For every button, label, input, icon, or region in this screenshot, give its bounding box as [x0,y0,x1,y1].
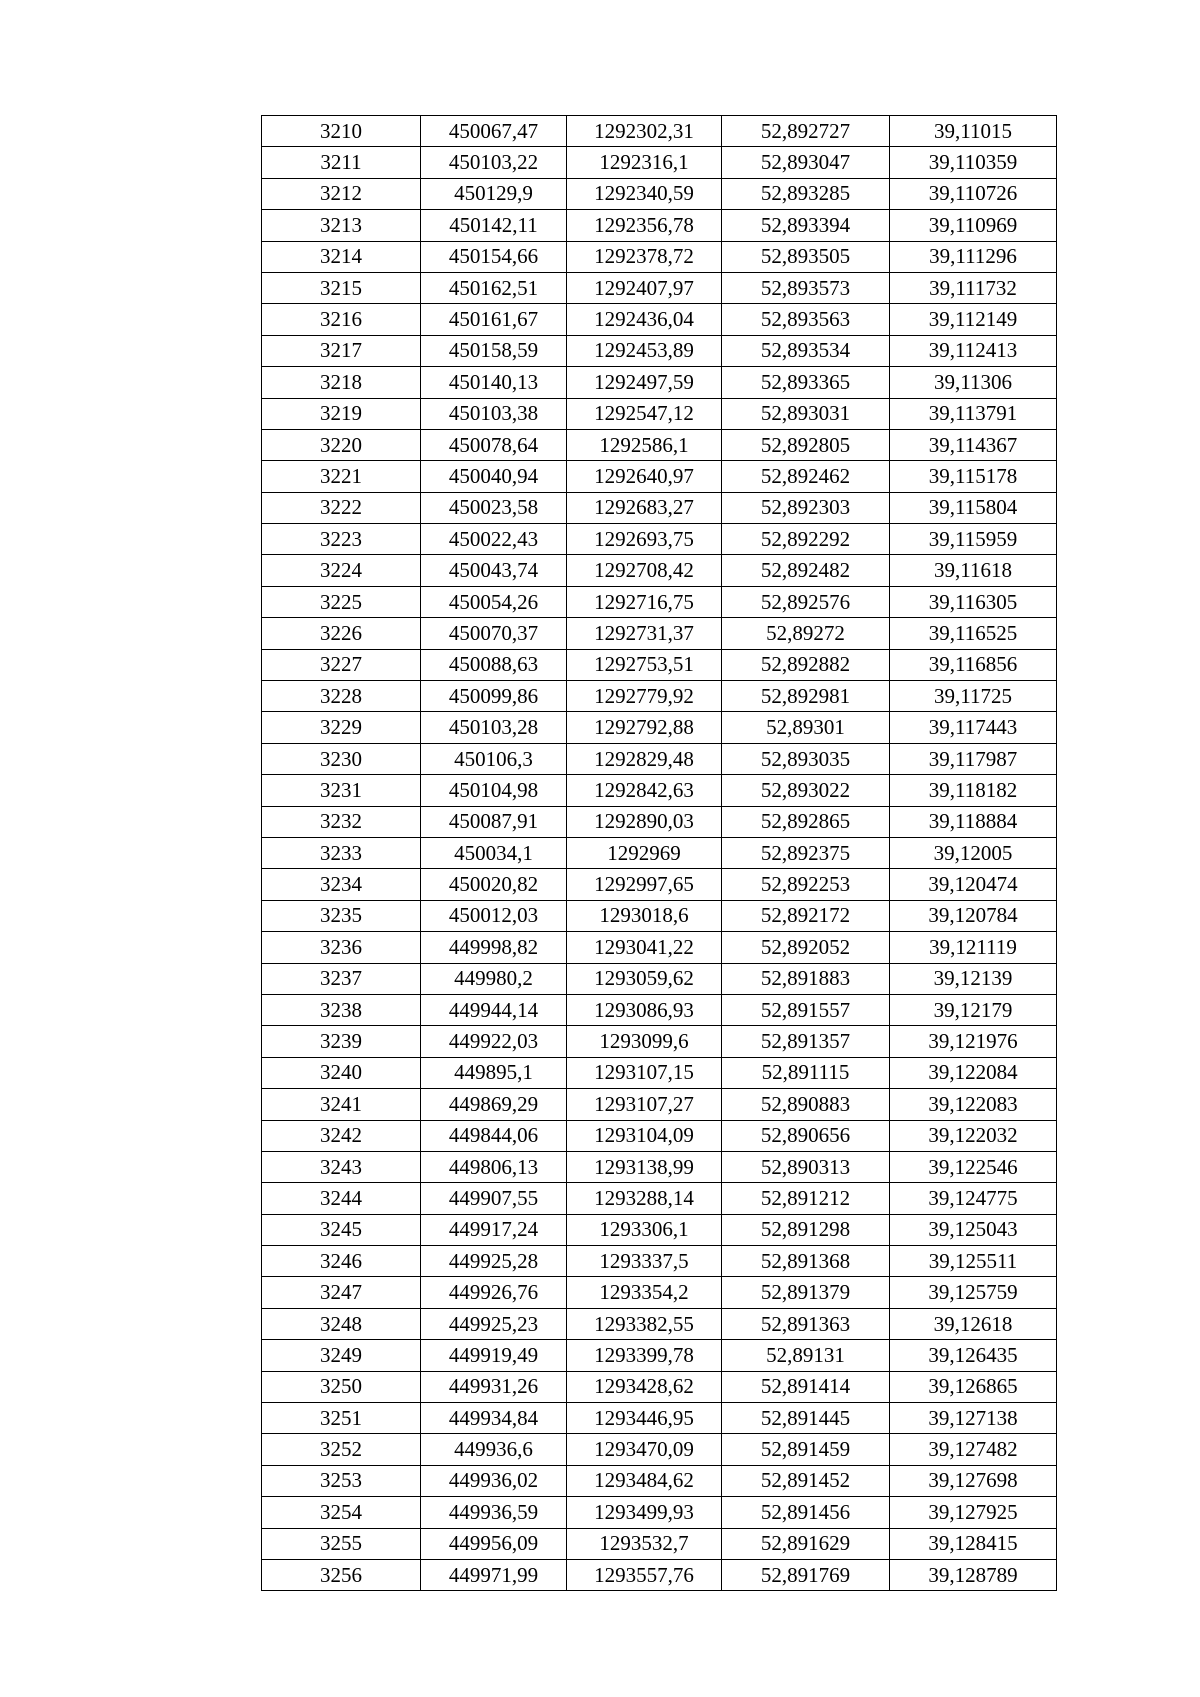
table-row [262,1308,1057,1339]
y-coordinate-cell: 1292497,59 [567,367,722,398]
latitude-cell: 52,891368 [722,1246,890,1277]
table-row [262,932,1057,963]
latitude-cell: 52,893022 [722,775,890,806]
x-coordinate-cell: 450070,37 [421,618,567,649]
point-number-cell: 3225 [262,586,421,617]
point-number-cell: 3232 [262,806,421,837]
x-coordinate-cell: 449806,13 [421,1151,567,1182]
table-row [262,775,1057,806]
x-coordinate-cell: 450104,98 [421,775,567,806]
latitude-cell: 52,893031 [722,398,890,429]
table-row [262,492,1057,523]
y-coordinate-cell: 1292997,65 [567,869,722,900]
latitude-cell: 52,893563 [722,304,890,335]
longitude-cell: 39,118884 [890,806,1057,837]
latitude-cell: 52,890313 [722,1151,890,1182]
table-row [262,429,1057,460]
point-number-cell: 3246 [262,1246,421,1277]
latitude-cell: 52,892303 [722,492,890,523]
y-coordinate-cell: 1292340,59 [567,178,722,209]
longitude-cell: 39,116856 [890,649,1057,680]
y-coordinate-cell: 1292842,63 [567,775,722,806]
latitude-cell: 52,892052 [722,932,890,963]
table-row [262,806,1057,837]
x-coordinate-cell: 449925,28 [421,1246,567,1277]
x-coordinate-cell: 450103,28 [421,712,567,743]
table-row [262,618,1057,649]
table-row [262,1497,1057,1528]
table-row [262,272,1057,303]
y-coordinate-cell: 1292586,1 [567,429,722,460]
x-coordinate-cell: 449956,09 [421,1528,567,1559]
x-coordinate-cell: 450158,59 [421,335,567,366]
x-coordinate-cell: 449907,55 [421,1183,567,1214]
latitude-cell: 52,891456 [722,1497,890,1528]
y-coordinate-cell: 1293557,76 [567,1559,722,1590]
latitude-cell: 52,891629 [722,1528,890,1559]
table-row [262,1528,1057,1559]
x-coordinate-cell: 449971,99 [421,1559,567,1590]
latitude-cell: 52,892253 [722,869,890,900]
table-row [262,335,1057,366]
latitude-cell: 52,892865 [722,806,890,837]
x-coordinate-cell: 450022,43 [421,524,567,555]
latitude-cell: 52,891212 [722,1183,890,1214]
table-row [262,241,1057,272]
point-number-cell: 3227 [262,649,421,680]
x-coordinate-cell: 449917,24 [421,1214,567,1245]
point-number-cell: 3218 [262,367,421,398]
longitude-cell: 39,126865 [890,1371,1057,1402]
x-coordinate-cell: 450040,94 [421,461,567,492]
point-number-cell: 3250 [262,1371,421,1402]
longitude-cell: 39,118182 [890,775,1057,806]
point-number-cell: 3243 [262,1151,421,1182]
longitude-cell: 39,122083 [890,1089,1057,1120]
longitude-cell: 39,122032 [890,1120,1057,1151]
longitude-cell: 39,110969 [890,210,1057,241]
table-row [262,1277,1057,1308]
x-coordinate-cell: 450140,13 [421,367,567,398]
point-number-cell: 3240 [262,1057,421,1088]
latitude-cell: 52,890656 [722,1120,890,1151]
longitude-cell: 39,128415 [890,1528,1057,1559]
longitude-cell: 39,122546 [890,1151,1057,1182]
latitude-cell: 52,892172 [722,900,890,931]
point-number-cell: 3239 [262,1026,421,1057]
x-coordinate-cell: 449931,26 [421,1371,567,1402]
point-number-cell: 3233 [262,837,421,868]
x-coordinate-cell: 450023,58 [421,492,567,523]
point-number-cell: 3211 [262,147,421,178]
point-number-cell: 3226 [262,618,421,649]
x-coordinate-cell: 450142,11 [421,210,567,241]
longitude-cell: 39,11015 [890,116,1057,147]
point-number-cell: 3249 [262,1340,421,1371]
latitude-cell: 52,893505 [722,241,890,272]
table-row [262,1026,1057,1057]
point-number-cell: 3210 [262,116,421,147]
y-coordinate-cell: 1292436,04 [567,304,722,335]
longitude-cell: 39,125759 [890,1277,1057,1308]
y-coordinate-cell: 1292731,37 [567,618,722,649]
table-row [262,1371,1057,1402]
longitude-cell: 39,112149 [890,304,1057,335]
y-coordinate-cell: 1293018,6 [567,900,722,931]
latitude-cell: 52,891459 [722,1434,890,1465]
point-number-cell: 3217 [262,335,421,366]
x-coordinate-cell: 449925,23 [421,1308,567,1339]
longitude-cell: 39,114367 [890,429,1057,460]
longitude-cell: 39,113791 [890,398,1057,429]
table-row [262,461,1057,492]
point-number-cell: 3215 [262,272,421,303]
y-coordinate-cell: 1293138,99 [567,1151,722,1182]
table-row [262,963,1057,994]
point-number-cell: 3234 [262,869,421,900]
longitude-cell: 39,12618 [890,1308,1057,1339]
longitude-cell: 39,111296 [890,241,1057,272]
table-row [262,1465,1057,1496]
y-coordinate-cell: 1293041,22 [567,932,722,963]
x-coordinate-cell: 450054,26 [421,586,567,617]
latitude-cell: 52,891379 [722,1277,890,1308]
x-coordinate-cell: 450103,38 [421,398,567,429]
point-number-cell: 3255 [262,1528,421,1559]
x-coordinate-cell: 450088,63 [421,649,567,680]
table-row [262,367,1057,398]
table-row [262,1340,1057,1371]
point-number-cell: 3238 [262,994,421,1025]
x-coordinate-cell: 450087,91 [421,806,567,837]
y-coordinate-cell: 1293086,93 [567,994,722,1025]
longitude-cell: 39,110726 [890,178,1057,209]
coordinates-table [261,115,1057,1591]
y-coordinate-cell: 1293499,93 [567,1497,722,1528]
point-number-cell: 3223 [262,524,421,555]
longitude-cell: 39,12139 [890,963,1057,994]
y-coordinate-cell: 1293382,55 [567,1308,722,1339]
x-coordinate-cell: 449895,1 [421,1057,567,1088]
y-coordinate-cell: 1293104,09 [567,1120,722,1151]
table-row [262,712,1057,743]
y-coordinate-cell: 1293099,6 [567,1026,722,1057]
longitude-cell: 39,127925 [890,1497,1057,1528]
latitude-cell: 52,893573 [722,272,890,303]
table-row [262,1183,1057,1214]
x-coordinate-cell: 449844,06 [421,1120,567,1151]
y-coordinate-cell: 1292753,51 [567,649,722,680]
longitude-cell: 39,12179 [890,994,1057,1025]
table-row [262,1434,1057,1465]
latitude-cell: 52,893285 [722,178,890,209]
latitude-cell: 52,89301 [722,712,890,743]
table-row [262,1057,1057,1088]
latitude-cell: 52,891115 [722,1057,890,1088]
x-coordinate-cell: 449980,2 [421,963,567,994]
point-number-cell: 3247 [262,1277,421,1308]
longitude-cell: 39,127138 [890,1403,1057,1434]
table-row [262,681,1057,712]
y-coordinate-cell: 1292708,42 [567,555,722,586]
longitude-cell: 39,124775 [890,1183,1057,1214]
latitude-cell: 52,892981 [722,681,890,712]
longitude-cell: 39,120474 [890,869,1057,900]
x-coordinate-cell: 449934,84 [421,1403,567,1434]
latitude-cell: 52,893534 [722,335,890,366]
table-row [262,743,1057,774]
table-row [262,837,1057,868]
point-number-cell: 3254 [262,1497,421,1528]
y-coordinate-cell: 1292640,97 [567,461,722,492]
latitude-cell: 52,891452 [722,1465,890,1496]
y-coordinate-cell: 1292969 [567,837,722,868]
latitude-cell: 52,891445 [722,1403,890,1434]
point-number-cell: 3230 [262,743,421,774]
latitude-cell: 52,893047 [722,147,890,178]
longitude-cell: 39,117443 [890,712,1057,743]
point-number-cell: 3236 [262,932,421,963]
point-number-cell: 3252 [262,1434,421,1465]
table-row [262,116,1057,147]
latitude-cell: 52,892882 [722,649,890,680]
longitude-cell: 39,11306 [890,367,1057,398]
point-number-cell: 3241 [262,1089,421,1120]
latitude-cell: 52,891414 [722,1371,890,1402]
x-coordinate-cell: 450129,9 [421,178,567,209]
y-coordinate-cell: 1292693,75 [567,524,722,555]
y-coordinate-cell: 1293484,62 [567,1465,722,1496]
x-coordinate-cell: 450103,22 [421,147,567,178]
y-coordinate-cell: 1293354,2 [567,1277,722,1308]
latitude-cell: 52,892805 [722,429,890,460]
y-coordinate-cell: 1292547,12 [567,398,722,429]
y-coordinate-cell: 1293337,5 [567,1246,722,1277]
x-coordinate-cell: 450067,47 [421,116,567,147]
longitude-cell: 39,115804 [890,492,1057,523]
y-coordinate-cell: 1292356,78 [567,210,722,241]
point-number-cell: 3228 [262,681,421,712]
table-row [262,210,1057,241]
latitude-cell: 52,893365 [722,367,890,398]
longitude-cell: 39,121119 [890,932,1057,963]
longitude-cell: 39,116305 [890,586,1057,617]
y-coordinate-cell: 1292716,75 [567,586,722,617]
x-coordinate-cell: 450020,82 [421,869,567,900]
x-coordinate-cell: 450034,1 [421,837,567,868]
latitude-cell: 52,891363 [722,1308,890,1339]
longitude-cell: 39,112413 [890,335,1057,366]
latitude-cell: 52,89131 [722,1340,890,1371]
longitude-cell: 39,128789 [890,1559,1057,1590]
table-row [262,586,1057,617]
x-coordinate-cell: 449922,03 [421,1026,567,1057]
latitude-cell: 52,893035 [722,743,890,774]
x-coordinate-cell: 450012,03 [421,900,567,931]
point-number-cell: 3231 [262,775,421,806]
latitude-cell: 52,891883 [722,963,890,994]
table-row [262,555,1057,586]
y-coordinate-cell: 1293107,27 [567,1089,722,1120]
point-number-cell: 3212 [262,178,421,209]
x-coordinate-cell: 450162,51 [421,272,567,303]
point-number-cell: 3229 [262,712,421,743]
latitude-cell: 52,891357 [722,1026,890,1057]
latitude-cell: 52,89272 [722,618,890,649]
y-coordinate-cell: 1292316,1 [567,147,722,178]
table-row [262,178,1057,209]
x-coordinate-cell: 450106,3 [421,743,567,774]
table-row [262,1559,1057,1590]
x-coordinate-cell: 449926,76 [421,1277,567,1308]
longitude-cell: 39,115178 [890,461,1057,492]
longitude-cell: 39,125043 [890,1214,1057,1245]
point-number-cell: 3242 [262,1120,421,1151]
table-row [262,900,1057,931]
longitude-cell: 39,11618 [890,555,1057,586]
longitude-cell: 39,127482 [890,1434,1057,1465]
point-number-cell: 3216 [262,304,421,335]
y-coordinate-cell: 1292792,88 [567,712,722,743]
longitude-cell: 39,125511 [890,1246,1057,1277]
point-number-cell: 3224 [262,555,421,586]
table-row [262,1089,1057,1120]
point-number-cell: 3214 [262,241,421,272]
longitude-cell: 39,116525 [890,618,1057,649]
point-number-cell: 3221 [262,461,421,492]
latitude-cell: 52,892292 [722,524,890,555]
table-row [262,398,1057,429]
table-row [262,869,1057,900]
longitude-cell: 39,127698 [890,1465,1057,1496]
longitude-cell: 39,126435 [890,1340,1057,1371]
y-coordinate-cell: 1292890,03 [567,806,722,837]
latitude-cell: 52,891557 [722,994,890,1025]
y-coordinate-cell: 1293288,14 [567,1183,722,1214]
point-number-cell: 3220 [262,429,421,460]
table-row [262,1120,1057,1151]
y-coordinate-cell: 1292683,27 [567,492,722,523]
latitude-cell: 52,892576 [722,586,890,617]
latitude-cell: 52,892727 [722,116,890,147]
x-coordinate-cell: 449998,82 [421,932,567,963]
y-coordinate-cell: 1292779,92 [567,681,722,712]
y-coordinate-cell: 1292407,97 [567,272,722,303]
latitude-cell: 52,891769 [722,1559,890,1590]
y-coordinate-cell: 1293306,1 [567,1214,722,1245]
point-number-cell: 3253 [262,1465,421,1496]
longitude-cell: 39,121976 [890,1026,1057,1057]
x-coordinate-cell: 450043,74 [421,555,567,586]
table-row [262,1246,1057,1277]
point-number-cell: 3237 [262,963,421,994]
longitude-cell: 39,122084 [890,1057,1057,1088]
x-coordinate-cell: 449944,14 [421,994,567,1025]
longitude-cell: 39,111732 [890,272,1057,303]
latitude-cell: 52,892462 [722,461,890,492]
table-row [262,1151,1057,1182]
y-coordinate-cell: 1293399,78 [567,1340,722,1371]
longitude-cell: 39,117987 [890,743,1057,774]
latitude-cell: 52,893394 [722,210,890,241]
y-coordinate-cell: 1293107,15 [567,1057,722,1088]
point-number-cell: 3219 [262,398,421,429]
latitude-cell: 52,890883 [722,1089,890,1120]
x-coordinate-cell: 449936,6 [421,1434,567,1465]
y-coordinate-cell: 1293428,62 [567,1371,722,1402]
x-coordinate-cell: 449936,02 [421,1465,567,1496]
x-coordinate-cell: 450154,66 [421,241,567,272]
longitude-cell: 39,11725 [890,681,1057,712]
x-coordinate-cell: 450078,64 [421,429,567,460]
y-coordinate-cell: 1292302,31 [567,116,722,147]
y-coordinate-cell: 1293470,09 [567,1434,722,1465]
x-coordinate-cell: 449936,59 [421,1497,567,1528]
table-row [262,304,1057,335]
y-coordinate-cell: 1293446,95 [567,1403,722,1434]
point-number-cell: 3245 [262,1214,421,1245]
table-row [262,524,1057,555]
x-coordinate-cell: 449919,49 [421,1340,567,1371]
longitude-cell: 39,115959 [890,524,1057,555]
point-number-cell: 3213 [262,210,421,241]
longitude-cell: 39,110359 [890,147,1057,178]
point-number-cell: 3244 [262,1183,421,1214]
point-number-cell: 3248 [262,1308,421,1339]
table-row [262,1214,1057,1245]
latitude-cell: 52,892482 [722,555,890,586]
y-coordinate-cell: 1293059,62 [567,963,722,994]
x-coordinate-cell: 450099,86 [421,681,567,712]
point-number-cell: 3251 [262,1403,421,1434]
longitude-cell: 39,120784 [890,900,1057,931]
latitude-cell: 52,891298 [722,1214,890,1245]
point-number-cell: 3256 [262,1559,421,1590]
y-coordinate-cell: 1292378,72 [567,241,722,272]
coordinates-table-body [262,116,1057,1591]
point-number-cell: 3222 [262,492,421,523]
y-coordinate-cell: 1292829,48 [567,743,722,774]
point-number-cell: 3235 [262,900,421,931]
table-row [262,1403,1057,1434]
x-coordinate-cell: 449869,29 [421,1089,567,1120]
y-coordinate-cell: 1293532,7 [567,1528,722,1559]
longitude-cell: 39,12005 [890,837,1057,868]
x-coordinate-cell: 450161,67 [421,304,567,335]
table-row [262,649,1057,680]
table-row [262,147,1057,178]
y-coordinate-cell: 1292453,89 [567,335,722,366]
table-row [262,994,1057,1025]
latitude-cell: 52,892375 [722,837,890,868]
